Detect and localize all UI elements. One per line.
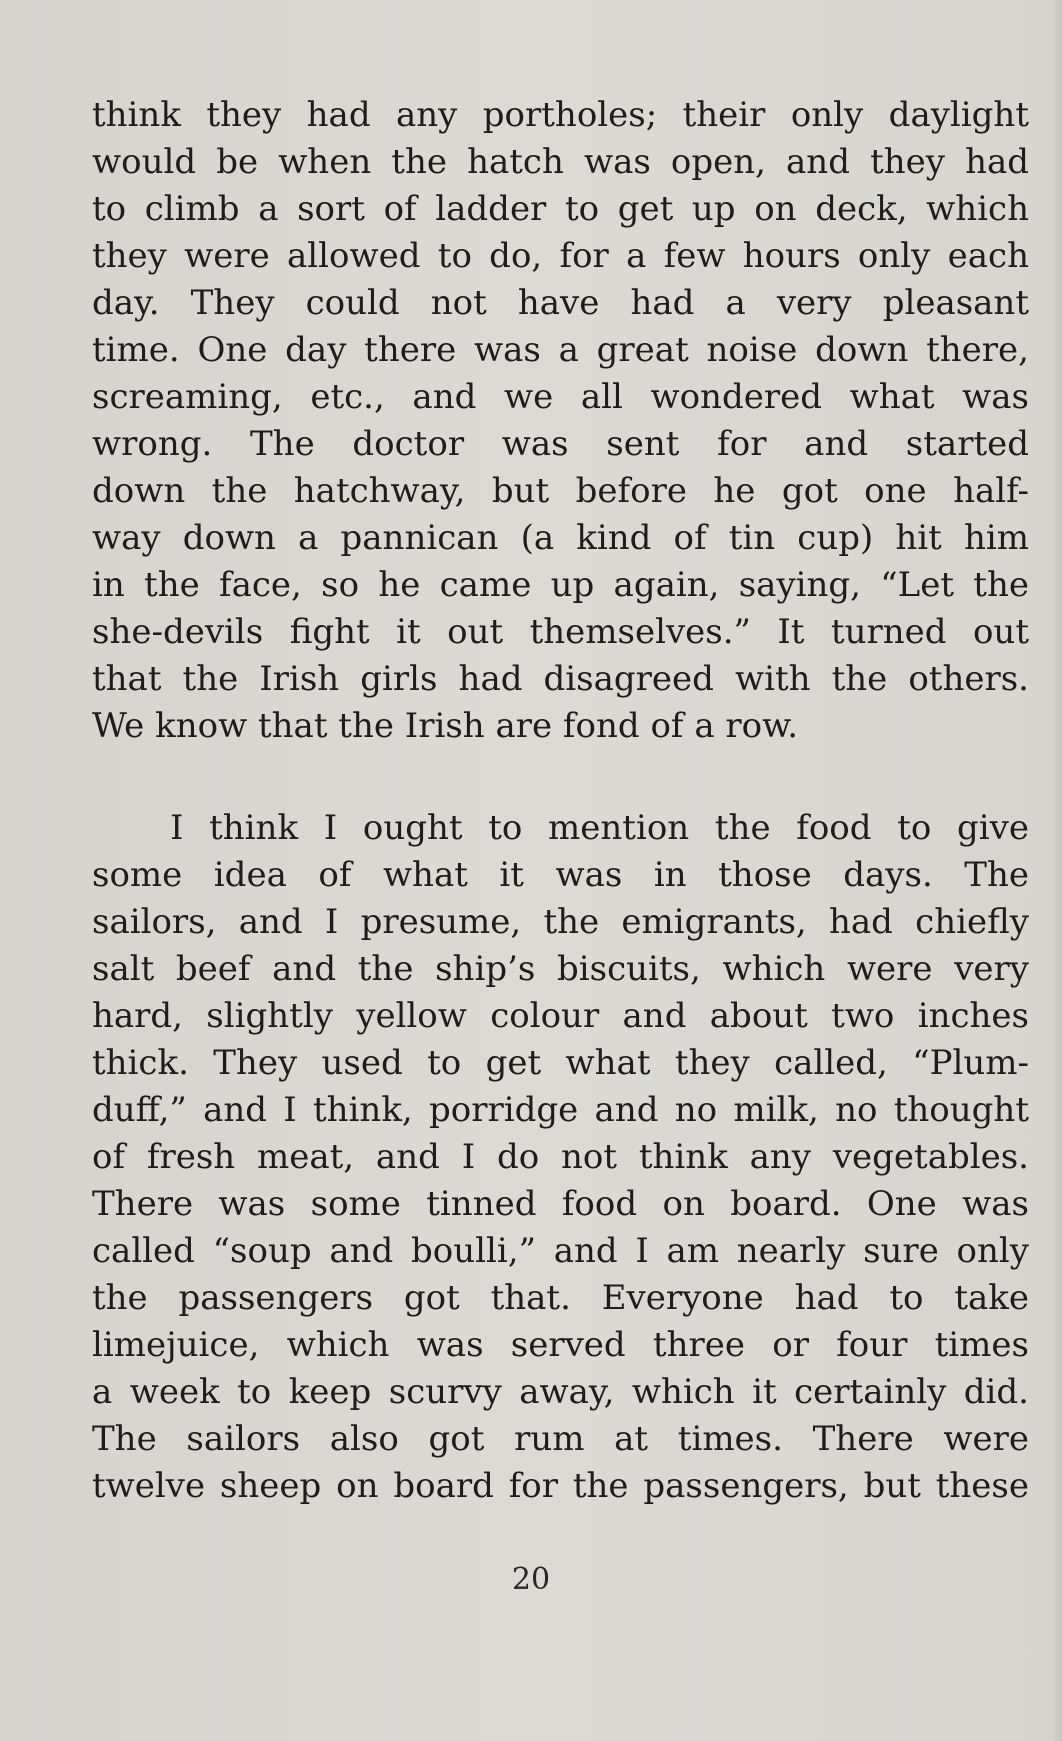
text-line: day. They could not have had a very pleasant — [92, 283, 1029, 323]
page-edge — [1054, 0, 1062, 1741]
paragraph-1 — [92, 92, 1029, 750]
body-text — [92, 92, 1029, 1510]
text-line: wrong. The doctor was sent for and started — [92, 424, 1029, 464]
text-line: salt beef and the ship’s biscuits, which were very — [92, 949, 1029, 989]
text-line: in the face, so he came up again, saying, “Let the — [92, 565, 1029, 605]
text-line: that the Irish girls had disagreed with the others. — [92, 659, 1029, 699]
text-line: The sailors also got rum at times. There were — [92, 1419, 1029, 1459]
text-line: some idea of what it was in those days. The — [92, 855, 1029, 895]
text-line: down the hatchway, but before he got one half- — [92, 471, 1029, 511]
text-line: of fresh meat, and I do not think any vegetables. — [92, 1137, 1029, 1177]
text-line: limejuice, which was served three or four times — [92, 1325, 1029, 1365]
text-line: called “soup and boulli,” and I am nearly sure only — [92, 1231, 1029, 1271]
text-line: thick. They used to get what they called, “Plum- — [92, 1043, 1029, 1083]
text-line: sailors, and I presume, the emigrants, had chiefly — [92, 902, 1029, 942]
text-line: would be when the hatch was open, and they had — [92, 142, 1029, 182]
text-line: the passengers got that. Everyone had to take — [92, 1278, 1029, 1318]
text-line: There was some tinned food on board. One was — [92, 1184, 1029, 1224]
text-line: We know that the Irish are fond of a row. — [92, 706, 798, 746]
text-line: to climb a sort of ladder to get up on deck, which — [92, 189, 1029, 229]
text-line: I think I ought to mention the food to give — [170, 808, 1029, 848]
text-line: time. One day there was a great noise down there, — [92, 330, 1029, 370]
text-line: twelve sheep on board for the passengers, but these — [92, 1466, 1029, 1506]
paragraph-gap — [92, 750, 1029, 805]
page-number: 20 — [511, 1562, 551, 1597]
text-line: screaming, etc., and we all wondered what was — [92, 377, 1029, 417]
text-line: think they had any portholes; their only daylight — [92, 95, 1029, 135]
text-line: a week to keep scurvy away, which it certainly did. — [92, 1372, 1029, 1412]
paragraph-2 — [92, 805, 1029, 1510]
text-line: they were allowed to do, for a few hours only each — [92, 236, 1029, 276]
text-line: hard, slightly yellow colour and about two inches — [92, 996, 1029, 1036]
text-line: way down a pannican (a kind of tin cup) hit him — [92, 518, 1029, 558]
text-line: she-devils fight it out themselves.” It turned out — [92, 612, 1029, 652]
text-line: duff,” and I think, porridge and no milk, no thought — [92, 1090, 1029, 1130]
